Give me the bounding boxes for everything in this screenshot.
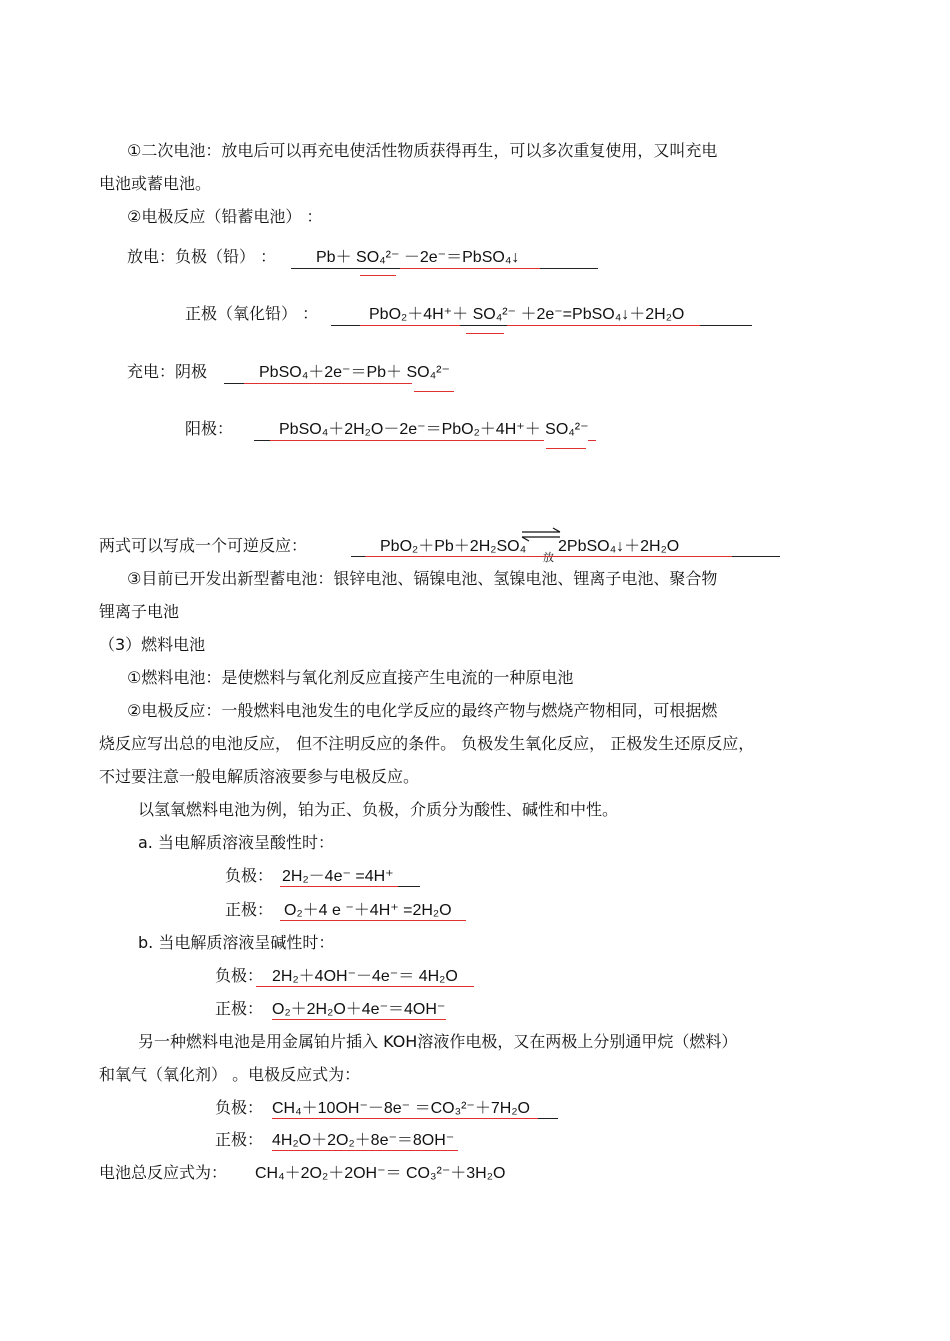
base-negative-label: 负极： <box>215 966 264 985</box>
equation-base-negative: 2H₂＋4OH⁻－4e⁻＝ 4H₂O <box>272 968 458 985</box>
text-line: 和氧气（氧化剂） 。电极反应式为： <box>99 1065 361 1084</box>
text-line: ①二次电池：放电后可以再充电使活性物质获得再生，可以多次重复使用，又叫充电 <box>127 141 718 160</box>
red-underline <box>365 556 732 557</box>
red-underline <box>466 333 504 334</box>
text-line: ①燃料电池：是使燃料与氧化剂反应直接产生电流的一种原电池 <box>127 668 574 687</box>
arrow-condition-label: 放 <box>543 551 554 564</box>
red-underline <box>280 886 398 887</box>
equation-total: CH₄＋2O₂＋2OH⁻＝ CO₃²⁻＋3H₂O <box>255 1165 506 1182</box>
equation-base-positive: O₂＋2H₂O＋4e⁻＝4OH⁻ <box>272 1001 446 1018</box>
red-underline <box>280 920 466 921</box>
text-line: ③目前已开发出新型蓄电池：银锌电池、镉镍电池、氢镍电池、锂离子电池、聚合物 <box>127 569 718 588</box>
equation-discharge-positive: PbO₂＋4H⁺＋ SO₄²⁻ ＋2e⁻=PbSO₄↓＋2H₂O <box>369 306 685 323</box>
text-line: 不过要注意一般电解质溶液要参与电极反应。 <box>99 767 420 786</box>
red-underline <box>507 325 700 326</box>
text-line: ②电极反应：一般燃料电池发生的电化学反应的最终产物与燃烧产物相同，可根据燃 <box>127 701 718 720</box>
discharge-negative-label: 放电：负极（铅） ： <box>127 247 277 266</box>
red-underline <box>270 440 544 441</box>
methane-negative-label: 负极： <box>215 1098 264 1117</box>
text-line: 电池或蓄电池。 <box>99 174 212 193</box>
acid-negative-label: 负极： <box>225 866 274 885</box>
equation-reversible-right: 2PbSO₄↓＋2H₂O <box>558 538 680 555</box>
red-underline <box>244 383 412 384</box>
equation-discharge-negative: Pb＋ SO₄²⁻ －2e⁻＝PbSO₄↓ <box>316 249 520 266</box>
red-underline <box>256 986 474 987</box>
equation-acid-negative: 2H₂－4e⁻ =4H⁺ <box>282 868 394 885</box>
acid-title: a. 当电解质溶液呈酸性时： <box>138 833 334 852</box>
equation-acid-positive: O₂＋4 e ⁻＋4H⁺ =2H₂O <box>284 902 452 919</box>
base-title: b. 当电解质溶液呈碱性时： <box>138 933 335 952</box>
text-line: 以氢氧燃料电池为例，铂为正、负极，介质分为酸性、碱性和中性。 <box>138 800 619 819</box>
discharge-positive-label: 正极（氧化铅） ： <box>185 304 319 323</box>
reversible-arrows-icon <box>520 527 562 543</box>
text-line: 锂离子电池 <box>99 602 180 621</box>
equation-methane-positive: 4H₂O＋2O₂＋8e⁻＝8OH⁻ <box>272 1132 455 1149</box>
red-underline <box>272 1150 458 1151</box>
red-underline <box>360 325 460 326</box>
blank-line <box>538 1118 558 1119</box>
red-underline <box>272 1118 538 1119</box>
total-reaction-label: 电池总反应式为： <box>99 1163 228 1182</box>
red-underline <box>400 268 540 269</box>
equation-methane-negative: CH₄＋10OH⁻－8e⁻ ＝CO₃²⁻＋7H₂O <box>272 1100 530 1117</box>
charge-cathode-label: 充电：阴极 <box>127 362 208 381</box>
acid-positive-label: 正极： <box>225 900 274 919</box>
red-underline <box>588 440 596 441</box>
red-underline <box>360 275 396 276</box>
methane-positive-label: 正极： <box>215 1130 264 1149</box>
equation-charge-cathode: PbSO₄＋2e⁻＝Pb＋ SO₄²⁻ <box>259 364 450 381</box>
text-line: 另一种燃料电池是用金属铂片插入 KOH溶液作电极，又在两极上分别通甲烷（燃料） <box>138 1032 738 1051</box>
red-underline <box>272 1019 446 1020</box>
blank-line <box>398 886 420 887</box>
equation-charge-anode: PbSO₄＋2H₂O－2e⁻＝PbO₂＋4H⁺＋ SO₄²⁻ <box>279 421 589 438</box>
text-line: 烧反应写出总的电池反应， 但不注明反应的条件。 负极发生氧化反应， 正极发生还原反应， <box>99 734 755 753</box>
charge-anode-label: 阳极： <box>185 419 234 438</box>
text-line: ②电极反应（铅蓄电池） ： <box>127 207 323 226</box>
red-underline <box>546 448 586 449</box>
base-positive-label: 正极： <box>215 999 264 1018</box>
section-heading: （3）燃料电池 <box>99 635 206 654</box>
red-underline <box>414 391 454 392</box>
equation-reversible-left: PbO₂＋Pb＋2H₂SO₄ <box>380 538 527 555</box>
reversible-label: 两式可以写成一个可逆反应： <box>99 536 308 555</box>
